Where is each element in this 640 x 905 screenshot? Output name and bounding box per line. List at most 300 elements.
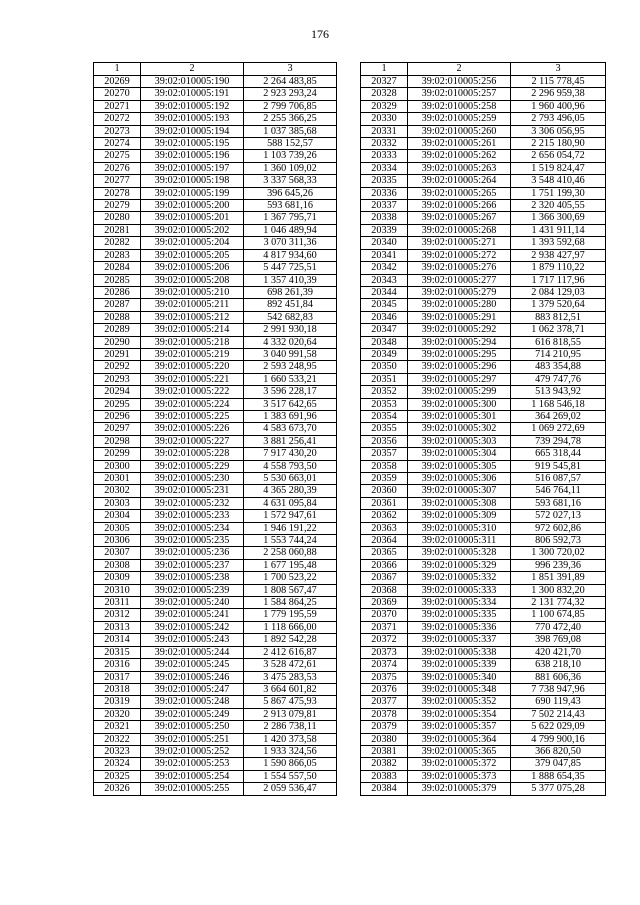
cadastral-number-cell: 39:02:010005:291 [408, 311, 511, 323]
table-row [361, 522, 606, 534]
row-number-cell: 20286 [94, 286, 141, 298]
table-row [361, 237, 606, 249]
cadastral-number-cell: 39:02:010005:232 [141, 497, 244, 509]
cadastral-number-cell: 39:02:010005:201 [141, 212, 244, 224]
value-cell: 996 239,36 [511, 559, 606, 571]
value-cell: 1 393 592,68 [511, 237, 606, 249]
table-row [361, 708, 606, 720]
table-row [361, 696, 606, 708]
value-cell: 7 917 430,20 [244, 448, 337, 460]
value-cell: 379 047,85 [511, 758, 606, 770]
cadastral-number-cell: 39:02:010005:265 [408, 187, 511, 199]
table-row [361, 634, 606, 646]
cadastral-number-cell: 39:02:010005:339 [408, 659, 511, 671]
table-row [361, 348, 606, 360]
table-row [94, 770, 337, 782]
value-cell: 1 851 391,89 [511, 572, 606, 584]
row-number-cell: 20353 [361, 398, 408, 410]
table-row [94, 361, 337, 373]
value-cell: 364 269,02 [511, 410, 606, 422]
value-cell: 4 558 793,50 [244, 460, 337, 472]
row-number-cell: 20328 [361, 88, 408, 100]
row-number-cell: 20270 [94, 88, 141, 100]
value-cell: 1 420 373,58 [244, 733, 337, 745]
value-cell: 1 103 739,26 [244, 150, 337, 162]
cadastral-number-cell: 39:02:010005:196 [141, 150, 244, 162]
value-cell: 1 118 666,00 [244, 621, 337, 633]
value-cell: 919 545,81 [511, 460, 606, 472]
row-number-cell: 20371 [361, 621, 408, 633]
row-number-cell: 20316 [94, 659, 141, 671]
cadastral-number-cell: 39:02:010005:260 [408, 125, 511, 137]
row-number-cell: 20305 [94, 522, 141, 534]
cadastral-number-cell: 39:02:010005:244 [141, 646, 244, 658]
value-cell: 1 553 744,24 [244, 535, 337, 547]
table-row [94, 200, 337, 212]
row-number-cell: 20384 [361, 783, 408, 795]
table-row [361, 398, 606, 410]
table-row [94, 373, 337, 385]
value-cell: 2 593 248,95 [244, 361, 337, 373]
row-number-cell: 20274 [94, 138, 141, 150]
table-row [94, 274, 337, 286]
cadastral-number-cell: 39:02:010005:264 [408, 175, 511, 187]
cadastral-number-cell: 39:02:010005:231 [141, 485, 244, 497]
value-cell: 572 027,13 [511, 510, 606, 522]
cadastral-number-cell: 39:02:010005:271 [408, 237, 511, 249]
value-cell: 2 296 959,38 [511, 88, 606, 100]
cadastral-number-cell: 39:02:010005:202 [141, 224, 244, 236]
value-cell: 714 210,95 [511, 348, 606, 360]
table-row [361, 212, 606, 224]
value-cell: 4 332 020,64 [244, 336, 337, 348]
value-cell: 1 751 199,30 [511, 187, 606, 199]
cadastral-number-cell: 39:02:010005:262 [408, 150, 511, 162]
value-cell: 1 584 864,25 [244, 597, 337, 609]
row-number-cell: 20366 [361, 559, 408, 571]
row-number-cell: 20360 [361, 485, 408, 497]
table-row [361, 683, 606, 695]
table-row [94, 448, 337, 460]
value-cell: 2 258 060,88 [244, 547, 337, 559]
header-cell: 1 [94, 63, 141, 76]
cadastral-number-cell: 39:02:010005:235 [141, 535, 244, 547]
value-cell: 1 360 109,02 [244, 162, 337, 174]
value-cell: 3 548 410,46 [511, 175, 606, 187]
cadastral-number-cell: 39:02:010005:246 [141, 671, 244, 683]
cadastral-number-cell: 39:02:010005:294 [408, 336, 511, 348]
value-cell: 588 152,57 [244, 138, 337, 150]
table-row [361, 733, 606, 745]
row-number-cell: 20283 [94, 249, 141, 261]
value-cell: 5 447 725,51 [244, 262, 337, 274]
value-cell: 3 070 311,36 [244, 237, 337, 249]
cadastral-number-cell: 39:02:010005:373 [408, 770, 511, 782]
table-row [94, 646, 337, 658]
value-cell: 2 215 180,90 [511, 138, 606, 150]
row-number-cell: 20375 [361, 671, 408, 683]
cadastral-number-cell: 39:02:010005:197 [141, 162, 244, 174]
row-number-cell: 20352 [361, 386, 408, 398]
table-row [94, 559, 337, 571]
row-number-cell: 20342 [361, 262, 408, 274]
table-row [94, 386, 337, 398]
table-row [361, 597, 606, 609]
row-number-cell: 20348 [361, 336, 408, 348]
table-row [361, 745, 606, 757]
cadastral-number-cell: 39:02:010005:254 [141, 770, 244, 782]
row-number-cell: 20271 [94, 100, 141, 112]
cadastral-number-cell: 39:02:010005:191 [141, 88, 244, 100]
row-number-cell: 20347 [361, 324, 408, 336]
value-cell: 2 115 778,45 [511, 76, 606, 88]
table-row [361, 473, 606, 485]
row-number-cell: 20343 [361, 274, 408, 286]
value-cell: 2 255 366,25 [244, 113, 337, 125]
cadastral-number-cell: 39:02:010005:340 [408, 671, 511, 683]
row-number-cell: 20379 [361, 721, 408, 733]
cadastral-number-cell: 39:02:010005:248 [141, 696, 244, 708]
row-number-cell: 20346 [361, 311, 408, 323]
row-number-cell: 20337 [361, 200, 408, 212]
row-number-cell: 20308 [94, 559, 141, 571]
value-cell: 2 923 293,24 [244, 88, 337, 100]
table-row [94, 696, 337, 708]
value-cell: 5 867 475,93 [244, 696, 337, 708]
cadastral-number-cell: 39:02:010005:308 [408, 497, 511, 509]
table-row [361, 76, 606, 88]
cadastral-number-cell: 39:02:010005:237 [141, 559, 244, 571]
value-cell: 1 383 691,96 [244, 410, 337, 422]
row-number-cell: 20303 [94, 497, 141, 509]
value-cell: 3 040 991,58 [244, 348, 337, 360]
table-row [361, 125, 606, 137]
value-cell: 1 660 533,21 [244, 373, 337, 385]
row-number-cell: 20331 [361, 125, 408, 137]
table-row [361, 584, 606, 596]
cadastral-number-cell: 39:02:010005:194 [141, 125, 244, 137]
table-row [361, 187, 606, 199]
value-cell: 1 519 824,47 [511, 162, 606, 174]
table-row [361, 113, 606, 125]
table-row [94, 460, 337, 472]
value-cell: 3 475 283,53 [244, 671, 337, 683]
value-cell: 1 037 385,68 [244, 125, 337, 137]
table-row [361, 448, 606, 460]
table-row [94, 510, 337, 522]
table-row [361, 572, 606, 584]
row-number-cell: 20279 [94, 200, 141, 212]
row-number-cell: 20292 [94, 361, 141, 373]
cadastral-number-cell: 39:02:010005:257 [408, 88, 511, 100]
table-row [361, 758, 606, 770]
header-cell: 1 [361, 63, 408, 76]
cadastral-number-cell: 39:02:010005:267 [408, 212, 511, 224]
row-number-cell: 20377 [361, 696, 408, 708]
row-number-cell: 20281 [94, 224, 141, 236]
cadastral-number-cell: 39:02:010005:306 [408, 473, 511, 485]
cadastral-number-cell: 39:02:010005:256 [408, 76, 511, 88]
row-number-cell: 20324 [94, 758, 141, 770]
row-number-cell: 20326 [94, 783, 141, 795]
cadastral-number-cell: 39:02:010005:219 [141, 348, 244, 360]
row-number-cell: 20295 [94, 398, 141, 410]
table-row [94, 138, 337, 150]
cadastral-number-cell: 39:02:010005:250 [141, 721, 244, 733]
value-cell: 2 412 616,87 [244, 646, 337, 658]
value-cell: 5 622 029,09 [511, 721, 606, 733]
right-table [360, 62, 606, 796]
value-cell: 2 320 405,55 [511, 200, 606, 212]
value-cell: 513 943,92 [511, 386, 606, 398]
cadastral-number-cell: 39:02:010005:301 [408, 410, 511, 422]
row-number-cell: 20358 [361, 460, 408, 472]
cadastral-number-cell: 39:02:010005:354 [408, 708, 511, 720]
table-row [94, 262, 337, 274]
value-cell: 698 261,39 [244, 286, 337, 298]
cadastral-number-cell: 39:02:010005:302 [408, 423, 511, 435]
row-number-cell: 20325 [94, 770, 141, 782]
table-row [361, 324, 606, 336]
table-row [361, 224, 606, 236]
table-row [361, 497, 606, 509]
value-cell: 420 421,70 [511, 646, 606, 658]
table-row [94, 473, 337, 485]
row-number-cell: 20355 [361, 423, 408, 435]
cadastral-number-cell: 39:02:010005:332 [408, 572, 511, 584]
cadastral-number-cell: 39:02:010005:263 [408, 162, 511, 174]
table-row [361, 100, 606, 112]
table-row [94, 88, 337, 100]
value-cell: 638 218,10 [511, 659, 606, 671]
cadastral-number-cell: 39:02:010005:334 [408, 597, 511, 609]
cadastral-number-cell: 39:02:010005:190 [141, 76, 244, 88]
table-row [361, 423, 606, 435]
value-cell: 3 596 228,17 [244, 386, 337, 398]
value-cell: 1 366 300,69 [511, 212, 606, 224]
value-cell: 2 264 483,85 [244, 76, 337, 88]
table-row [361, 200, 606, 212]
table-row [361, 460, 606, 472]
row-number-cell: 20321 [94, 721, 141, 733]
cadastral-number-cell: 39:02:010005:352 [408, 696, 511, 708]
cadastral-number-cell: 39:02:010005:212 [141, 311, 244, 323]
table-row [94, 150, 337, 162]
table-row [94, 634, 337, 646]
table-row [94, 572, 337, 584]
value-cell: 1 888 654,35 [511, 770, 606, 782]
cadastral-number-cell: 39:02:010005:299 [408, 386, 511, 398]
table-row [94, 324, 337, 336]
row-number-cell: 20291 [94, 348, 141, 360]
row-number-cell: 20304 [94, 510, 141, 522]
table-row [94, 584, 337, 596]
table-row [94, 609, 337, 621]
table-row [361, 175, 606, 187]
table-row [361, 485, 606, 497]
cadastral-number-cell: 39:02:010005:245 [141, 659, 244, 671]
value-cell: 593 681,16 [244, 200, 337, 212]
table-row [361, 510, 606, 522]
row-number-cell: 20350 [361, 361, 408, 373]
row-number-cell: 20298 [94, 435, 141, 447]
cadastral-number-cell: 39:02:010005:276 [408, 262, 511, 274]
row-number-cell: 20273 [94, 125, 141, 137]
value-cell: 2 793 496,05 [511, 113, 606, 125]
row-number-cell: 20335 [361, 175, 408, 187]
value-cell: 1 554 557,50 [244, 770, 337, 782]
row-number-cell: 20382 [361, 758, 408, 770]
row-number-cell: 20300 [94, 460, 141, 472]
table-row [94, 113, 337, 125]
table-row [94, 497, 337, 509]
cadastral-number-cell: 39:02:010005:379 [408, 783, 511, 795]
row-number-cell: 20363 [361, 522, 408, 534]
table-row [94, 212, 337, 224]
value-cell: 1 431 911,14 [511, 224, 606, 236]
table-row [94, 621, 337, 633]
value-cell: 1 677 195,48 [244, 559, 337, 571]
table-row [94, 311, 337, 323]
value-cell: 1 933 324,56 [244, 745, 337, 757]
value-cell: 3 517 642,65 [244, 398, 337, 410]
row-number-cell: 20368 [361, 584, 408, 596]
row-number-cell: 20359 [361, 473, 408, 485]
table-row [361, 162, 606, 174]
row-number-cell: 20369 [361, 597, 408, 609]
value-cell: 2 131 774,32 [511, 597, 606, 609]
table-row [94, 224, 337, 236]
table-row [361, 783, 606, 795]
value-cell: 883 812,51 [511, 311, 606, 323]
cadastral-number-cell: 39:02:010005:200 [141, 200, 244, 212]
row-number-cell: 20370 [361, 609, 408, 621]
row-number-cell: 20362 [361, 510, 408, 522]
row-number-cell: 20373 [361, 646, 408, 658]
table-row [361, 373, 606, 385]
table-row [94, 535, 337, 547]
table-row [361, 535, 606, 547]
value-cell: 4 631 095,84 [244, 497, 337, 509]
value-cell: 4 583 673,70 [244, 423, 337, 435]
row-number-cell: 20365 [361, 547, 408, 559]
cadastral-number-cell: 39:02:010005:303 [408, 435, 511, 447]
cadastral-number-cell: 39:02:010005:252 [141, 745, 244, 757]
row-number-cell: 20320 [94, 708, 141, 720]
cadastral-number-cell: 39:02:010005:236 [141, 547, 244, 559]
row-number-cell: 20333 [361, 150, 408, 162]
row-number-cell: 20287 [94, 299, 141, 311]
value-cell: 881 606,36 [511, 671, 606, 683]
value-cell: 3 528 472,61 [244, 659, 337, 671]
value-cell: 516 087,57 [511, 473, 606, 485]
cadastral-number-cell: 39:02:010005:205 [141, 249, 244, 261]
row-number-cell: 20314 [94, 634, 141, 646]
value-cell: 5 530 663,01 [244, 473, 337, 485]
value-cell: 1 300 832,20 [511, 584, 606, 596]
row-number-cell: 20276 [94, 162, 141, 174]
table-row [361, 559, 606, 571]
table-row [94, 348, 337, 360]
value-cell: 398 769,08 [511, 634, 606, 646]
cadastral-number-cell: 39:02:010005:338 [408, 646, 511, 658]
table-row [94, 423, 337, 435]
value-cell: 616 818,55 [511, 336, 606, 348]
table-row [361, 286, 606, 298]
table-row [94, 435, 337, 447]
table-row [361, 410, 606, 422]
row-number-cell: 20338 [361, 212, 408, 224]
row-number-cell: 20293 [94, 373, 141, 385]
value-cell: 690 119,43 [511, 696, 606, 708]
cadastral-number-cell: 39:02:010005:304 [408, 448, 511, 460]
cadastral-number-cell: 39:02:010005:240 [141, 597, 244, 609]
row-number-cell: 20339 [361, 224, 408, 236]
cadastral-number-cell: 39:02:010005:218 [141, 336, 244, 348]
row-number-cell: 20296 [94, 410, 141, 422]
cadastral-number-cell: 39:02:010005:328 [408, 547, 511, 559]
row-number-cell: 20322 [94, 733, 141, 745]
table-header-row [94, 63, 337, 76]
table-row [94, 597, 337, 609]
row-number-cell: 20302 [94, 485, 141, 497]
cadastral-number-cell: 39:02:010005:337 [408, 634, 511, 646]
row-number-cell: 20345 [361, 299, 408, 311]
left-table [93, 62, 337, 796]
row-number-cell: 20311 [94, 597, 141, 609]
row-number-cell: 20288 [94, 311, 141, 323]
header-cell: 3 [244, 63, 337, 76]
row-number-cell: 20354 [361, 410, 408, 422]
table-row [361, 262, 606, 274]
cadastral-number-cell: 39:02:010005:280 [408, 299, 511, 311]
table-row [361, 671, 606, 683]
cadastral-number-cell: 39:02:010005:225 [141, 410, 244, 422]
value-cell: 1 879 110,22 [511, 262, 606, 274]
row-number-cell: 20307 [94, 547, 141, 559]
table-row [361, 274, 606, 286]
cadastral-number-cell: 39:02:010005:357 [408, 721, 511, 733]
row-number-cell: 20340 [361, 237, 408, 249]
row-number-cell: 20290 [94, 336, 141, 348]
value-cell: 1 960 400,96 [511, 100, 606, 112]
row-number-cell: 20294 [94, 386, 141, 398]
value-cell: 1 168 546,18 [511, 398, 606, 410]
table-row [361, 547, 606, 559]
row-number-cell: 20380 [361, 733, 408, 745]
cadastral-number-cell: 39:02:010005:234 [141, 522, 244, 534]
row-number-cell: 20315 [94, 646, 141, 658]
table-row [94, 671, 337, 683]
row-number-cell: 20372 [361, 634, 408, 646]
value-cell: 1 379 520,64 [511, 299, 606, 311]
cadastral-number-cell: 39:02:010005:214 [141, 324, 244, 336]
value-cell: 542 682,83 [244, 311, 337, 323]
table-row [94, 485, 337, 497]
table-row [361, 621, 606, 633]
row-number-cell: 20329 [361, 100, 408, 112]
cadastral-number-cell: 39:02:010005:336 [408, 621, 511, 633]
table-row [361, 88, 606, 100]
cadastral-number-cell: 39:02:010005:211 [141, 299, 244, 311]
row-number-cell: 20376 [361, 683, 408, 695]
row-number-cell: 20361 [361, 497, 408, 509]
cadastral-number-cell: 39:02:010005:296 [408, 361, 511, 373]
row-number-cell: 20272 [94, 113, 141, 125]
row-number-cell: 20289 [94, 324, 141, 336]
table-row [94, 733, 337, 745]
row-number-cell: 20285 [94, 274, 141, 286]
